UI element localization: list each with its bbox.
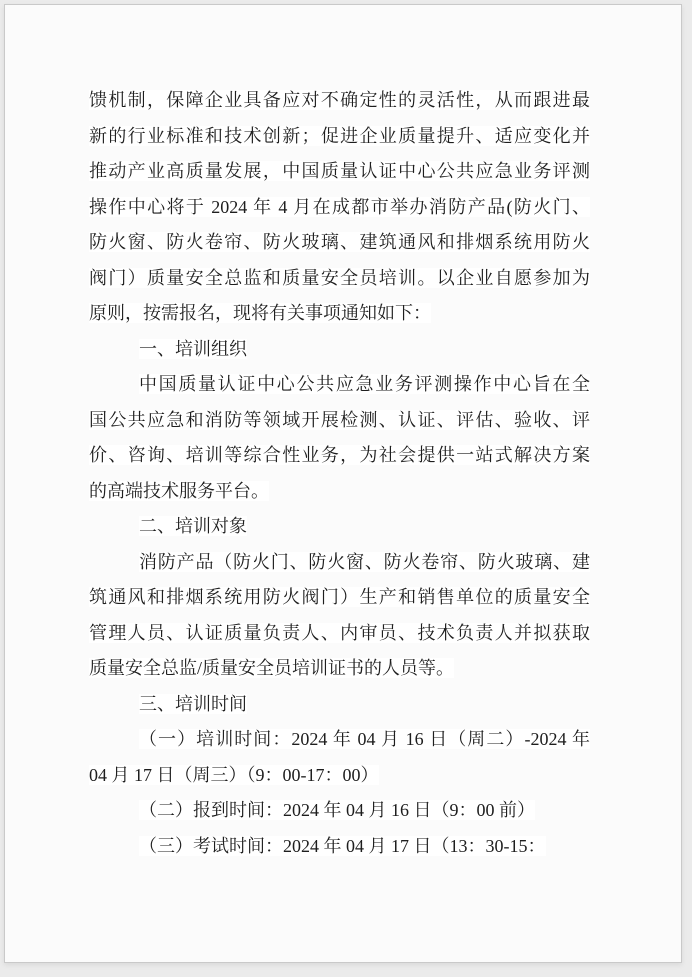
text-line <box>89 367 590 403</box>
text-line-content: 三、培训时间 <box>139 693 247 714</box>
text-line <box>89 154 590 190</box>
text-line <box>89 119 590 155</box>
text-line-content: 操作中心将于 2024 年 4 月在成都市举办消防产品(防火门、 <box>89 196 590 217</box>
text-line <box>89 616 590 652</box>
text-line <box>89 332 590 368</box>
text-line-content: 筑通风和排烟系统用防火阀门）生产和销售单位的质量安全 <box>89 587 590 607</box>
text-line-content: 质量安全总监/质量安全员培训证书的人员等。 <box>89 658 454 678</box>
text-line <box>89 687 590 723</box>
text-line-content: 二、培训对象 <box>139 516 247 536</box>
text-line-content: 一、培训组织 <box>139 338 247 359</box>
text-line <box>89 83 590 119</box>
text-line <box>89 545 590 581</box>
text-line-content: 管理人员、认证质量负责人、内审员、技术负责人并拟获取 <box>89 622 590 643</box>
text-line <box>89 793 590 829</box>
text-line-content: 推动产业高质量发展，中国质量认证中心公共应急业务评测 <box>89 161 590 181</box>
text-line <box>89 190 590 226</box>
text-line <box>89 296 590 332</box>
text-line-content: 价、咨询、培训等综合性业务，为社会提供一站式解决方案 <box>89 445 590 465</box>
text-line-content: 消防产品（防火门、防火窗、防火卷帘、防火玻璃、建 <box>139 551 590 572</box>
text-line-content: 防火窗、防火卷帘、防火玻璃、建筑通风和排烟系统用防火 <box>89 232 590 252</box>
text-line-content: （一）培训时间：2024 年 04 月 16 日（周二）-2024 年 <box>139 729 590 749</box>
text-line-content: 中国质量认证中心公共应急业务评测操作中心旨在全 <box>139 374 590 394</box>
text-line-content: （二）报到时间：2024 年 04 月 16 日（9：00 前） <box>139 800 535 820</box>
text-line <box>89 829 590 865</box>
text-line <box>89 403 590 439</box>
text-line-content: 馈机制，保障企业具备应对不确定性的灵活性，从而跟进最 <box>89 90 590 110</box>
text-line-content: 原则，按需报名，现将有关事项通知如下： <box>89 303 431 323</box>
document-page <box>4 4 682 963</box>
text-line <box>89 509 590 545</box>
text-line-content: 新的行业标准和技术创新；促进企业质量提升、适应变化并 <box>89 125 590 146</box>
text-line-content: 04 月 17 日（周三）（9：00-17：00） <box>89 764 379 785</box>
text-line <box>89 474 590 510</box>
text-line <box>89 651 590 687</box>
text-line-content: （三）考试时间：2024 年 04 月 17 日（13：30-15： <box>139 835 546 856</box>
text-line-content: 的高端技术服务平台。 <box>89 480 269 501</box>
text-line <box>89 225 590 261</box>
text-line-content: 国公共应急和消防等领域开展检测、认证、评估、验收、评 <box>89 409 590 430</box>
text-line-content: 阀门）质量安全总监和质量安全员培训。以企业自愿参加为 <box>89 267 590 288</box>
text-line <box>89 580 590 616</box>
text-line <box>89 261 590 297</box>
text-line <box>89 438 590 474</box>
text-line <box>89 722 590 758</box>
text-line <box>89 758 590 794</box>
document-body <box>89 83 590 864</box>
